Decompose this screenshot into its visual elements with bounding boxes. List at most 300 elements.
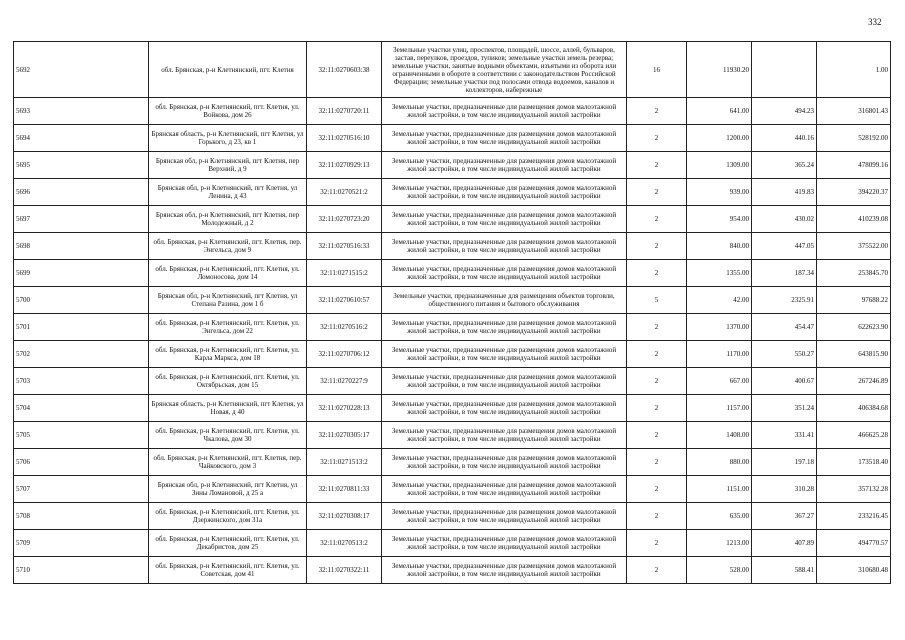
land-use-cell bbox=[382, 449, 627, 476]
specific-value: 351.24 bbox=[794, 404, 814, 412]
specific-value: 400.67 bbox=[794, 377, 814, 385]
table-row bbox=[14, 179, 891, 206]
land-use-cell bbox=[382, 476, 627, 503]
land-use-description: Земельные участки, предназначенные для размещения домов малоэтажной жилой застройки, в том числе индивидуальной жилой застройки bbox=[391, 238, 617, 254]
land-use-description: Земельные участки, предназначенные для размещения домов малоэтажной жилой застройки, в том числе индивидуальной жилой застройки bbox=[391, 103, 617, 119]
group-code-cell bbox=[627, 206, 687, 233]
address-cell bbox=[149, 125, 307, 152]
table-row bbox=[14, 503, 891, 530]
specific-value-cell bbox=[752, 98, 817, 125]
area-cell bbox=[687, 98, 752, 125]
area-cell bbox=[687, 341, 752, 368]
address: Брянская обл, р-н Клетнянский, пгт Клетня, пер Верхний, д 9 bbox=[155, 157, 300, 173]
area: 1309.00 bbox=[726, 161, 749, 169]
row-number: 5697 bbox=[16, 215, 30, 223]
specific-value: 494.23 bbox=[794, 107, 814, 115]
group-code: 2 bbox=[654, 485, 659, 493]
address-cell bbox=[149, 179, 307, 206]
group-code: 2 bbox=[654, 404, 659, 412]
land-use-cell bbox=[382, 314, 627, 341]
table-row bbox=[14, 42, 891, 98]
cadastral-number-cell bbox=[307, 314, 382, 341]
table-row bbox=[14, 314, 891, 341]
address-cell bbox=[149, 368, 307, 395]
cadastral-number-cell bbox=[307, 503, 382, 530]
group-code: 2 bbox=[654, 242, 659, 250]
address-cell bbox=[149, 260, 307, 287]
cadastral-value: 406384.68 bbox=[858, 404, 888, 412]
row-number-cell bbox=[14, 179, 149, 206]
land-use-description: Земельные участки, предназначенные для размещения домов малоэтажной жилой застройки, в том числе индивидуальной жилой застройки bbox=[391, 454, 617, 470]
cadastral-value-cell bbox=[817, 233, 891, 260]
area: 11930.20 bbox=[723, 65, 749, 74]
land-use-description: Земельные участки, предназначенные для размещения домов малоэтажной жилой застройки, в том числе индивидуальной жилой застройки bbox=[391, 373, 617, 389]
row-number: 5709 bbox=[16, 539, 30, 547]
land-use-cell bbox=[382, 179, 627, 206]
address-cell bbox=[149, 449, 307, 476]
address-cell bbox=[149, 422, 307, 449]
address: Брянская обл, р-н Клетнянский, пгт Клетня, ул Ленина, д 43 bbox=[157, 184, 298, 200]
cadastral-value: 233216.45 bbox=[858, 512, 888, 520]
specific-value: 588.41 bbox=[794, 566, 814, 574]
specific-value: 331.41 bbox=[794, 431, 814, 439]
group-code: 2 bbox=[654, 134, 659, 142]
cadastral-number-cell bbox=[307, 206, 382, 233]
row-number-cell bbox=[14, 368, 149, 395]
area-cell bbox=[687, 152, 752, 179]
cadastral-value-cell bbox=[817, 368, 891, 395]
area-cell bbox=[687, 449, 752, 476]
area: 880.00 bbox=[729, 458, 749, 466]
area: 1157.00 bbox=[726, 404, 749, 412]
cadastral-value: 528192.00 bbox=[858, 134, 888, 142]
cadastral-number-cell bbox=[307, 287, 382, 314]
address: Брянская область, р-н Клетнянский, пгт Клетня, ул Новая, д 40 bbox=[151, 400, 304, 416]
area: 1200.00 bbox=[726, 134, 749, 142]
cadastral-value-cell bbox=[817, 206, 891, 233]
land-use-description: Земельные участки, предназначенные для размещения домов малоэтажной жилой застройки, в том числе индивидуальной жилой застройки bbox=[391, 265, 617, 281]
row-number: 5705 bbox=[16, 431, 30, 439]
cadastral-value-cell bbox=[817, 260, 891, 287]
cadastral-value: 643815.90 bbox=[858, 350, 888, 358]
cadastral-value: 622623.90 bbox=[858, 323, 888, 331]
land-use-description: Земельные участки, предназначенные для размещения домов малоэтажной жилой застройки, в том числе индивидуальной жилой застройки bbox=[391, 481, 617, 497]
cadastral-value-cell bbox=[817, 503, 891, 530]
address: обл. Брянская, р-н Клетнянский, пгт. Клетня, ул. Дзержинского, дом 31а bbox=[155, 508, 300, 524]
specific-value-cell bbox=[752, 530, 817, 557]
table-row bbox=[14, 422, 891, 449]
area: 1170.00 bbox=[726, 350, 749, 358]
cadastral-value-cell bbox=[817, 287, 891, 314]
area-cell bbox=[687, 125, 752, 152]
cadastral-value-cell bbox=[817, 341, 891, 368]
row-number-cell bbox=[14, 98, 149, 125]
group-code: 2 bbox=[654, 323, 659, 331]
land-use-description: Земельные участки, предназначенные для размещения объектов торговли, общественного питания и бытового обслуживания bbox=[393, 292, 615, 308]
cadastral-value-cell bbox=[817, 179, 891, 206]
row-number: 5692 bbox=[16, 65, 30, 74]
cadastral-number-cell bbox=[307, 422, 382, 449]
cadastral-value: 267246.89 bbox=[858, 377, 888, 385]
row-number: 5699 bbox=[16, 269, 30, 277]
group-code: 2 bbox=[654, 188, 659, 196]
cadastral-number: 32:11:0270322:11 bbox=[318, 566, 370, 574]
cadastral-number-cell bbox=[307, 476, 382, 503]
table-row bbox=[14, 152, 891, 179]
row-number: 5702 bbox=[16, 350, 30, 358]
cadastral-value-cell bbox=[817, 42, 891, 98]
cadastral-value: 97688.22 bbox=[861, 296, 888, 304]
group-code: 16 bbox=[653, 65, 660, 74]
address-cell bbox=[149, 42, 307, 98]
area-cell bbox=[687, 314, 752, 341]
row-number: 5696 bbox=[16, 188, 30, 196]
table-row bbox=[14, 341, 891, 368]
cadastral-value-cell bbox=[817, 125, 891, 152]
group-code-cell bbox=[627, 341, 687, 368]
cadastral-value: 173518.40 bbox=[858, 458, 888, 466]
row-number-cell bbox=[14, 395, 149, 422]
row-number-cell bbox=[14, 314, 149, 341]
address: обл. Брянская, р-н Клетнянский, пгт. Клетня, ул. Ломоносова, дом 14 bbox=[155, 265, 300, 281]
group-code-cell bbox=[627, 152, 687, 179]
row-number: 5707 bbox=[16, 485, 30, 493]
land-use-cell bbox=[382, 422, 627, 449]
area: 1151.00 bbox=[726, 485, 749, 493]
row-number-cell bbox=[14, 125, 149, 152]
land-use-cell bbox=[382, 98, 627, 125]
cadastral-number-cell bbox=[307, 449, 382, 476]
cadastral-number-cell bbox=[307, 98, 382, 125]
cadastral-value-cell bbox=[817, 314, 891, 341]
specific-value: 2325.91 bbox=[791, 296, 814, 304]
cadastral-number: 32:11:0270610:57 bbox=[318, 296, 370, 304]
cadastral-value: 466625.28 bbox=[858, 431, 888, 439]
address-cell bbox=[149, 530, 307, 557]
row-number-cell bbox=[14, 530, 149, 557]
cadastral-number: 32:11:0270513:2 bbox=[320, 539, 368, 547]
cadastral-value: 494770.57 bbox=[858, 539, 888, 547]
land-use-description: Земельные участки, предназначенные для размещения домов малоэтажной жилой застройки, в том числе индивидуальной жилой застройки bbox=[391, 400, 617, 416]
cadastral-value-cell bbox=[817, 530, 891, 557]
specific-value-cell bbox=[752, 449, 817, 476]
group-code: 2 bbox=[654, 350, 659, 358]
group-code-cell bbox=[627, 260, 687, 287]
cadastral-value-table bbox=[13, 41, 891, 584]
table-row bbox=[14, 530, 891, 557]
cadastral-value: 316801.43 bbox=[858, 107, 888, 115]
cadastral-number: 32:11:0270720:11 bbox=[318, 107, 370, 115]
table-row bbox=[14, 125, 891, 152]
address: обл. Брянская, р-н Клетнянский, пгт. Клетня, ул. Декабристов, дом 25 bbox=[155, 535, 300, 551]
area: 1355.00 bbox=[726, 269, 749, 277]
specific-value: 310.28 bbox=[794, 485, 814, 493]
row-number-cell bbox=[14, 476, 149, 503]
cadastral-number: 32:11:0270516:10 bbox=[318, 134, 370, 142]
table-body bbox=[14, 42, 891, 584]
address: Брянская обл, р-н Клетнянский, пгт Клетня, ул Зины Ломановой, д 25 а bbox=[157, 481, 298, 497]
cadastral-value-cell bbox=[817, 476, 891, 503]
table-row bbox=[14, 233, 891, 260]
group-code-cell bbox=[627, 395, 687, 422]
land-use-cell bbox=[382, 125, 627, 152]
specific-value-cell bbox=[752, 557, 817, 584]
address-cell bbox=[149, 314, 307, 341]
row-number-cell bbox=[14, 260, 149, 287]
specific-value: 550.27 bbox=[794, 350, 814, 358]
cadastral-value: 394220.37 bbox=[858, 188, 888, 196]
land-use-cell bbox=[382, 42, 627, 98]
cadastral-number: 32:11:0270516:2 bbox=[320, 323, 368, 331]
row-number: 5706 bbox=[16, 458, 30, 466]
land-use-cell bbox=[382, 503, 627, 530]
area-cell bbox=[687, 530, 752, 557]
cadastral-value: 375522.00 bbox=[858, 242, 888, 250]
specific-value: 197.18 bbox=[794, 458, 814, 466]
cadastral-value: 478099.16 bbox=[858, 161, 888, 169]
land-use-cell bbox=[382, 287, 627, 314]
address: обл. Брянская, р-н Клетнянский, пгт. Клетня, ул. Октябрьская, дом 15 bbox=[155, 373, 300, 389]
table-row bbox=[14, 476, 891, 503]
row-number: 5701 bbox=[16, 323, 30, 331]
area-cell bbox=[687, 476, 752, 503]
page-number: 332 bbox=[868, 17, 882, 27]
address: обл. Брянская, р-н Клетнянский, пгт. Клетня, пер. Энгельса, дом 9 bbox=[153, 238, 302, 254]
group-code-cell bbox=[627, 422, 687, 449]
cadastral-value: 410239.08 bbox=[858, 215, 888, 223]
table-row bbox=[14, 260, 891, 287]
cadastral-number: 32:11:0270811:33 bbox=[318, 485, 370, 493]
specific-value-cell bbox=[752, 476, 817, 503]
group-code: 2 bbox=[654, 431, 659, 439]
group-code: 2 bbox=[654, 377, 659, 385]
cadastral-number-cell bbox=[307, 395, 382, 422]
specific-value-cell bbox=[752, 422, 817, 449]
row-number: 5703 bbox=[16, 377, 30, 385]
address-cell bbox=[149, 503, 307, 530]
row-number-cell bbox=[14, 152, 149, 179]
cadastral-number: 32:11:0271513:2 bbox=[320, 458, 368, 466]
address-cell bbox=[149, 287, 307, 314]
address: обл. Брянская, р-н Клетнянский, пгт. Клетня, ул. Советская, дом 41 bbox=[155, 562, 300, 578]
cadastral-number: 32:11:0271515:2 bbox=[320, 269, 368, 277]
address: обл. Брянская, р-н Клетнянский, пгт. Клетня, ул. Карла Маркса, дом 18 bbox=[155, 346, 300, 362]
table-row bbox=[14, 368, 891, 395]
cadastral-value-cell bbox=[817, 395, 891, 422]
cadastral-number: 32:11:0270706:12 bbox=[318, 350, 370, 358]
cadastral-value-cell bbox=[817, 422, 891, 449]
area-cell bbox=[687, 422, 752, 449]
group-code: 2 bbox=[654, 161, 659, 169]
group-code: 2 bbox=[654, 107, 659, 115]
cadastral-value: 1.00 bbox=[875, 65, 888, 74]
area-cell bbox=[687, 42, 752, 98]
area-cell bbox=[687, 260, 752, 287]
area-cell bbox=[687, 557, 752, 584]
cadastral-number-cell bbox=[307, 530, 382, 557]
area: 840.00 bbox=[729, 242, 749, 250]
group-code-cell bbox=[627, 530, 687, 557]
group-code-cell bbox=[627, 125, 687, 152]
land-use-description: Земельные участки, предназначенные для размещения домов малоэтажной жилой застройки, в том числе индивидуальной жилой застройки bbox=[391, 157, 617, 173]
cadastral-number-cell bbox=[307, 260, 382, 287]
cadastral-number-cell bbox=[307, 152, 382, 179]
address: обл. Брянская, р-н Клетнянский, пгт. Клетня, ул. Войкова, дом 26 bbox=[155, 103, 300, 119]
specific-value-cell bbox=[752, 341, 817, 368]
row-number-cell bbox=[14, 503, 149, 530]
specific-value-cell bbox=[752, 125, 817, 152]
land-use-cell bbox=[382, 395, 627, 422]
row-number-cell bbox=[14, 341, 149, 368]
cadastral-number: 32:11:0270305:17 bbox=[318, 431, 370, 439]
row-number: 5694 bbox=[16, 134, 30, 142]
cadastral-number: 32:11:0270723:20 bbox=[318, 215, 370, 223]
group-code: 5 bbox=[654, 296, 659, 304]
land-use-description: Земельные участки, предназначенные для размещения домов малоэтажной жилой застройки, в том числе индивидуальной жилой застройки bbox=[391, 346, 617, 362]
land-use-description: Земельные участки, предназначенные для размещения домов малоэтажной жилой застройки, в том числе индивидуальной жилой застройки bbox=[391, 427, 617, 443]
table-row bbox=[14, 98, 891, 125]
group-code-cell bbox=[627, 98, 687, 125]
group-code-cell bbox=[627, 503, 687, 530]
cadastral-value-cell bbox=[817, 98, 891, 125]
address-cell bbox=[149, 341, 307, 368]
row-number-cell bbox=[14, 449, 149, 476]
cadastral-number-cell bbox=[307, 368, 382, 395]
row-number: 5708 bbox=[16, 512, 30, 520]
cadastral-number-cell bbox=[307, 233, 382, 260]
area: 667.00 bbox=[729, 377, 749, 385]
specific-value-cell bbox=[752, 395, 817, 422]
group-code-cell bbox=[627, 42, 687, 98]
area: 528.00 bbox=[729, 566, 749, 574]
address-cell bbox=[149, 233, 307, 260]
group-code-cell bbox=[627, 314, 687, 341]
specific-value-cell bbox=[752, 503, 817, 530]
group-code-cell bbox=[627, 179, 687, 206]
table-row bbox=[14, 449, 891, 476]
land-use-description: Земельные участки, предназначенные для размещения домов малоэтажной жилой застройки, в том числе индивидуальной жилой застройки bbox=[391, 211, 617, 227]
cadastral-number: 32:11:0270228:13 bbox=[318, 404, 370, 412]
cadastral-number-cell bbox=[307, 42, 382, 98]
specific-value: 367.27 bbox=[794, 512, 814, 520]
land-use-cell bbox=[382, 368, 627, 395]
address: Брянская область, р-н Клетнянский, пгт Клетня, ул Горького, д 23, кв 1 bbox=[151, 130, 304, 146]
table-row bbox=[14, 206, 891, 233]
land-use-description: Земельные участки, предназначенные для размещения домов малоэтажной жилой застройки, в том числе индивидуальной жилой застройки bbox=[391, 508, 617, 524]
area-cell bbox=[687, 287, 752, 314]
group-code: 2 bbox=[654, 566, 659, 574]
cadastral-number-cell bbox=[307, 557, 382, 584]
cadastral-value-cell bbox=[817, 449, 891, 476]
land-use-cell bbox=[382, 260, 627, 287]
table-row bbox=[14, 557, 891, 584]
specific-value-cell bbox=[752, 314, 817, 341]
group-code-cell bbox=[627, 368, 687, 395]
address: Брянская обл, р-н Клетнянский, пгт Клетня, пер Молодежный, д 2 bbox=[155, 211, 300, 227]
group-code-cell bbox=[627, 287, 687, 314]
address-cell bbox=[149, 152, 307, 179]
cadastral-value: 253845.70 bbox=[858, 269, 888, 277]
group-code: 2 bbox=[654, 269, 659, 277]
area-cell bbox=[687, 233, 752, 260]
area: 939.00 bbox=[729, 188, 749, 196]
land-use-cell bbox=[382, 557, 627, 584]
group-code-cell bbox=[627, 233, 687, 260]
cadastral-value-cell bbox=[817, 152, 891, 179]
address: обл. Брянская, р-н Клетнянский, пгт. Клетня, пер. Чайковского, дом 3 bbox=[153, 454, 302, 470]
address: Брянская обл, р-н Клетнянский, пгт Клетня, ул Степана Разина, дом 1 б bbox=[157, 292, 298, 308]
land-use-cell bbox=[382, 341, 627, 368]
group-code-cell bbox=[627, 557, 687, 584]
area: 1370.00 bbox=[726, 323, 749, 331]
specific-value-cell bbox=[752, 287, 817, 314]
row-number: 5695 bbox=[16, 161, 30, 169]
group-code-cell bbox=[627, 476, 687, 503]
specific-value: 407.89 bbox=[794, 539, 814, 547]
specific-value-cell bbox=[752, 179, 817, 206]
land-use-description: Земельные участки, предназначенные для размещения домов малоэтажной жилой застройки, в том числе индивидуальной жилой застройки bbox=[391, 562, 617, 578]
cadastral-number: 32:11:0270227:9 bbox=[320, 377, 368, 385]
row-number: 5693 bbox=[16, 107, 30, 115]
area-cell bbox=[687, 206, 752, 233]
cadastral-number: 32:11:0270308:17 bbox=[318, 512, 370, 520]
area-cell bbox=[687, 368, 752, 395]
specific-value-cell bbox=[752, 42, 817, 98]
specific-value-cell bbox=[752, 368, 817, 395]
specific-value-cell bbox=[752, 206, 817, 233]
address: обл. Брянская, р-н Клетнянский, пгт. Клетня bbox=[161, 65, 294, 74]
specific-value: 447.05 bbox=[794, 242, 814, 250]
cadastral-value-cell bbox=[817, 557, 891, 584]
area: 42.00 bbox=[733, 296, 749, 304]
row-number: 5710 bbox=[16, 566, 30, 574]
row-number: 5700 bbox=[16, 296, 30, 304]
group-code-cell bbox=[627, 449, 687, 476]
group-code: 2 bbox=[654, 539, 659, 547]
area: 635.00 bbox=[729, 512, 749, 520]
address-cell bbox=[149, 476, 307, 503]
row-number-cell bbox=[14, 422, 149, 449]
land-use-description: Земельные участки, предназначенные для размещения домов малоэтажной жилой застройки, в том числе индивидуальной жилой застройки bbox=[391, 130, 617, 146]
row-number-cell bbox=[14, 42, 149, 98]
area: 641.00 bbox=[729, 107, 749, 115]
cadastral-number: 32:11:0270603:38 bbox=[318, 65, 370, 74]
land-use-description: Земельные участки улиц, проспектов, площадей, шоссе, аллей, бульваров, застав, переулков, проездов, тупиков; земельные участки земель резерва; земельные участки, занятые водными объектами, изъятыми из оборота или ограниченными в обороте в соответствии с законодательством Российской Федерации; земельные участки под полосами отвода водоемов, каналов и коллекторов, набережные bbox=[391, 45, 617, 94]
specific-value: 365.24 bbox=[794, 161, 814, 169]
address: обл. Брянская, р-н Клетнянский, пгт. Клетня, ул. Чкалова, дом 30 bbox=[155, 427, 300, 443]
specific-value-cell bbox=[752, 152, 817, 179]
cadastral-value: 310680.48 bbox=[858, 566, 888, 574]
address: обл. Брянская, р-н Клетнянский, пгт. Клетня, ул. Энгельса, дом 22 bbox=[155, 319, 300, 335]
specific-value: 430.02 bbox=[794, 215, 814, 223]
cadastral-number: 32:11:0270516:33 bbox=[318, 242, 370, 250]
cadastral-number: 32:11:0270521:2 bbox=[320, 188, 368, 196]
specific-value: 440.16 bbox=[794, 134, 814, 142]
row-number: 5704 bbox=[16, 404, 30, 412]
row-number-cell bbox=[14, 233, 149, 260]
area: 1213.00 bbox=[726, 539, 749, 547]
area-cell bbox=[687, 395, 752, 422]
area: 1408.00 bbox=[726, 431, 749, 439]
cadastral-number-cell bbox=[307, 125, 382, 152]
row-number: 5698 bbox=[16, 242, 30, 250]
cadastral-number: 32:11:0270929:13 bbox=[318, 161, 370, 169]
area-cell bbox=[687, 179, 752, 206]
group-code: 2 bbox=[654, 512, 659, 520]
address-cell bbox=[149, 395, 307, 422]
table-row bbox=[14, 287, 891, 314]
cadastral-number-cell bbox=[307, 179, 382, 206]
